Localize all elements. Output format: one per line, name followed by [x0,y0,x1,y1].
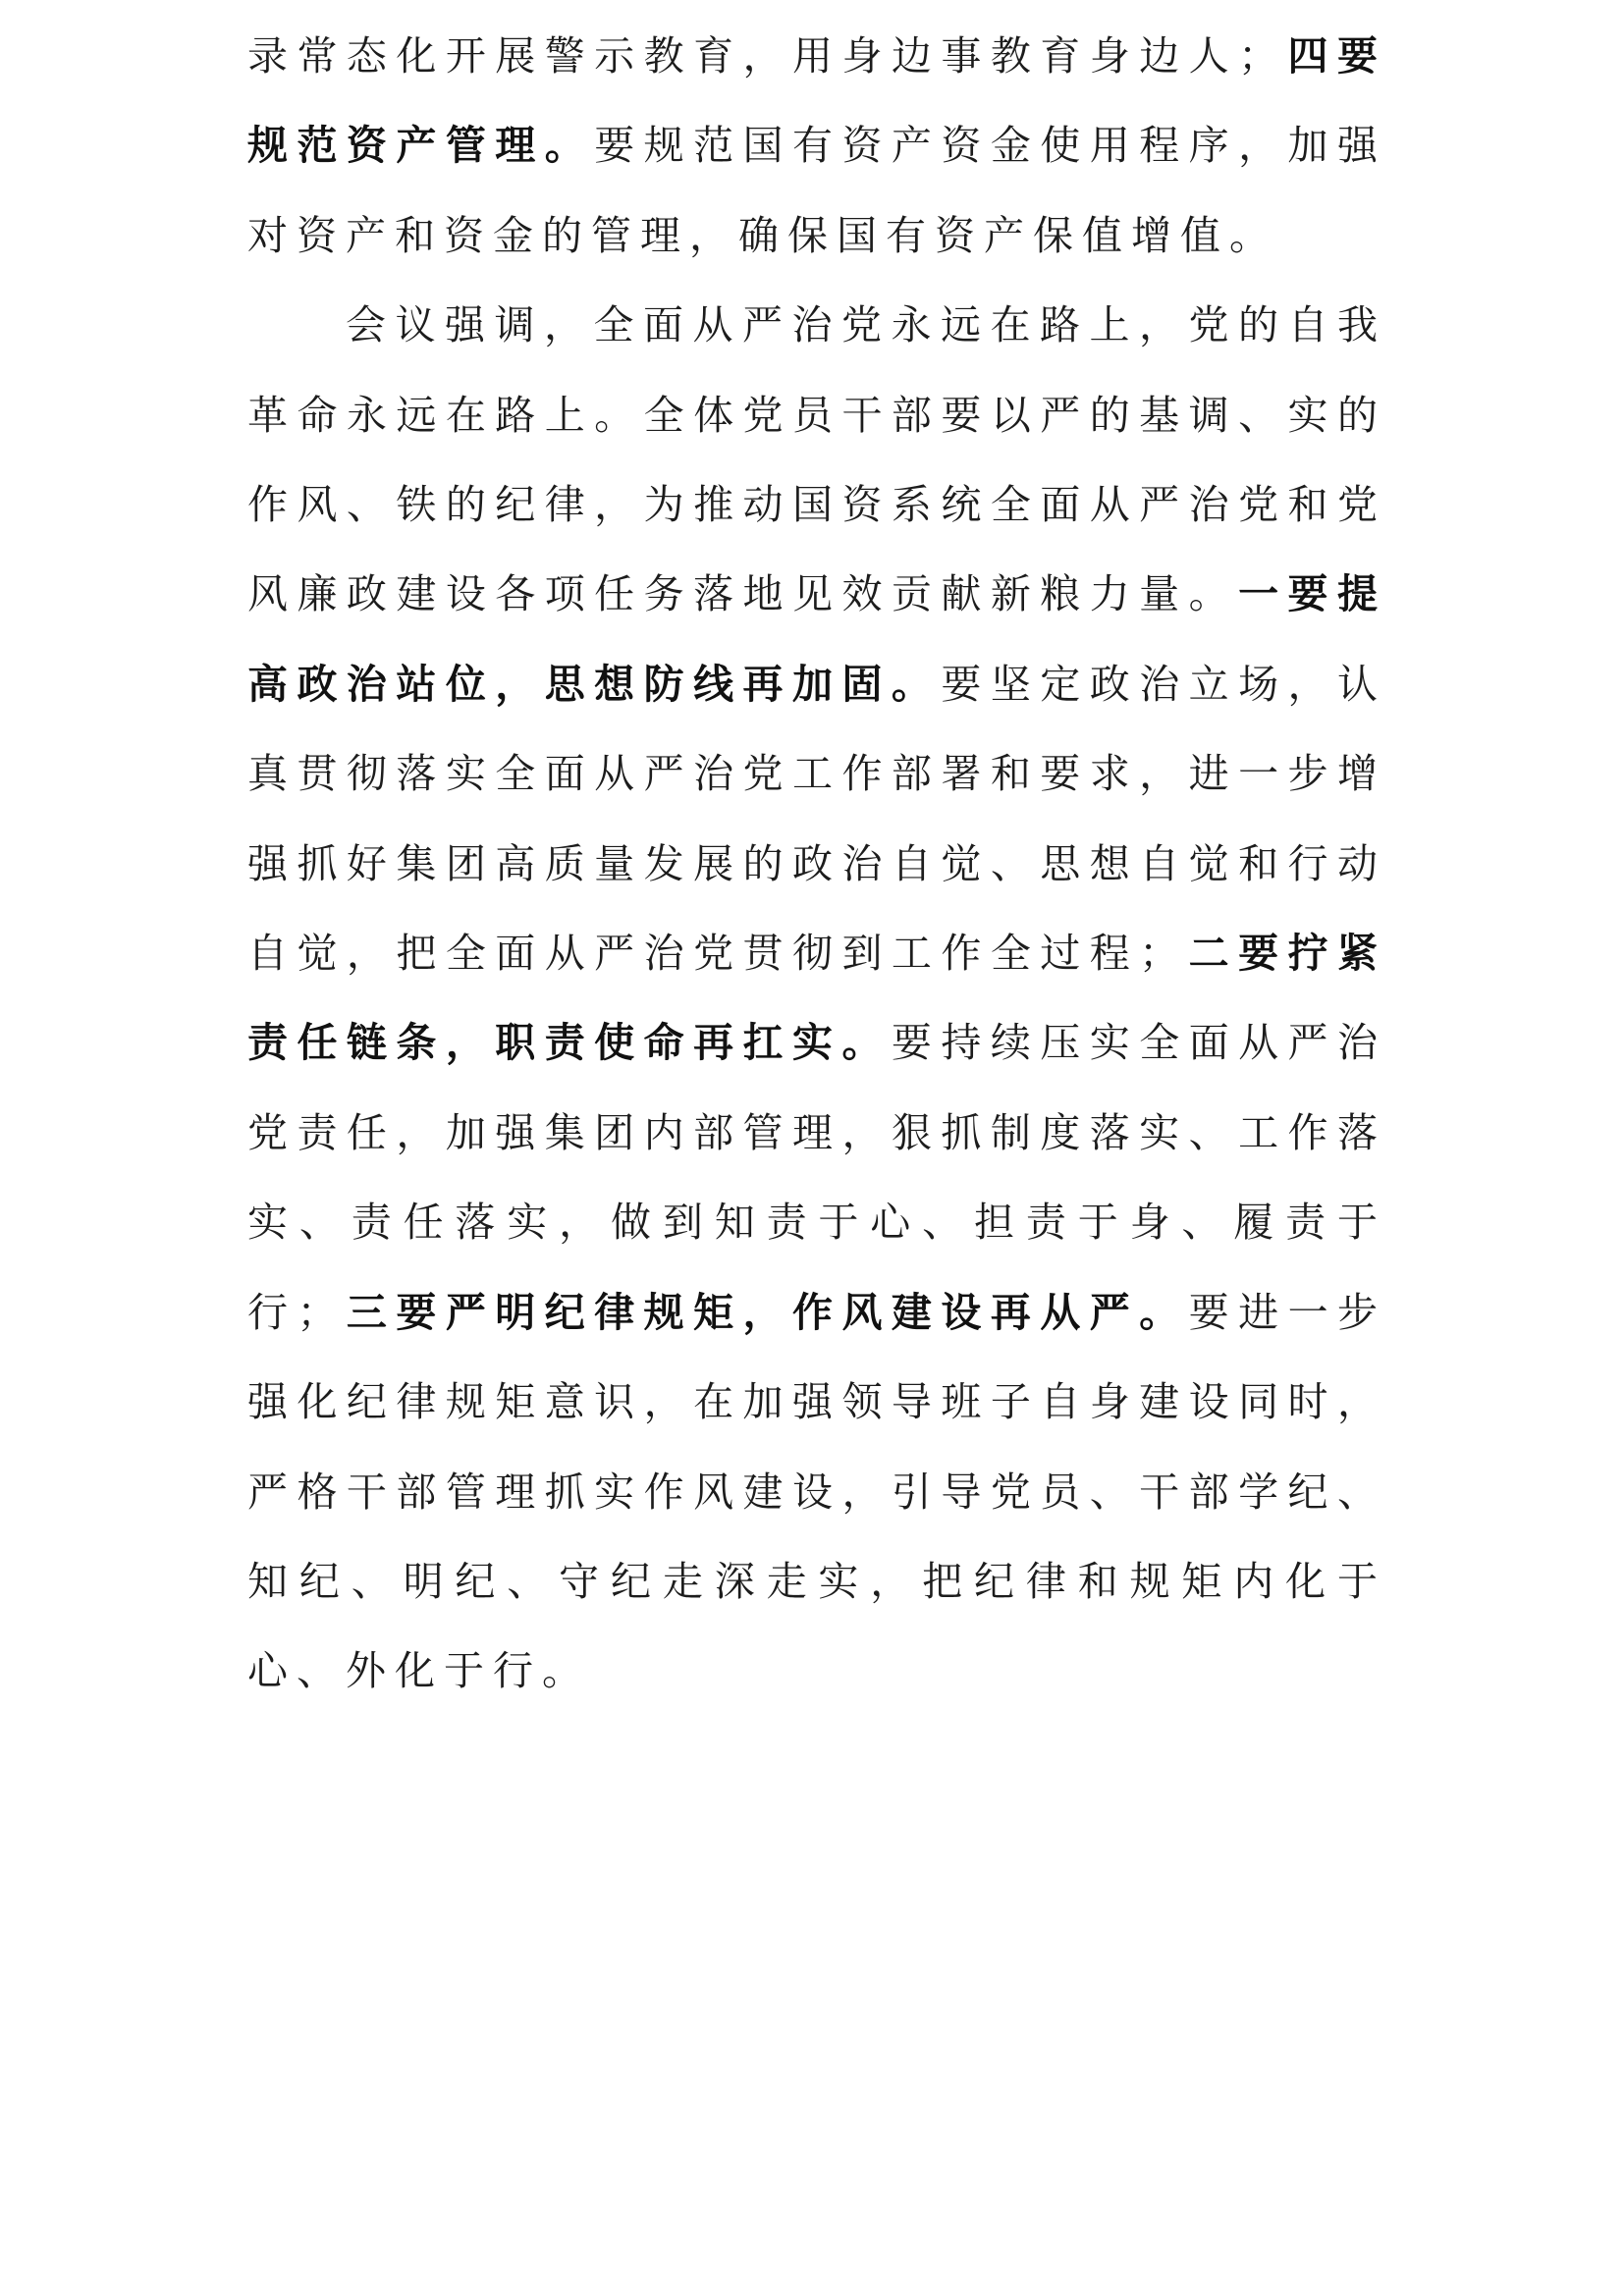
paragraph-2-text-4: 要进一步强化纪律规矩意识，在加强领导班子自身建设同时，严格干部管理抓实作风建设，引导党员、干部学纪、知纪、明纪、守纪走深走实，把纪律和规矩内化于心、外化于行。 [247,1288,1387,1695]
paragraph-2-bold-heading-1: 一要提高政治站位，思想防线再加固。 [247,570,1387,708]
paragraph-1-text-1: 录常态化开展警示教育，用身边事教育身边人； [247,32,1288,80]
paragraph-1 [247,12,1386,281]
paragraph-2-bold-heading-2: 二要拧紧责任链条，职责使命再扛实。 [247,930,1387,1067]
paragraph-1-text-2: 要规范国有资产资金使用程序，加强对资产和资金的管理，确保国有资产保值增值。 [247,122,1387,259]
paragraph-2-text-1: 会议强调，全面从严治党永远在路上，党的自我革命永远在路上。全体党员干部要以严的基调、实的作风、铁的纪律，为推动国资系统全面从严治党和党风廉政建设各项任务落地见效贡献新粮力量。 [247,301,1386,618]
paragraph-2-text-2: 要坚定政治立场，认真贯彻落实全面从严治党工作部署和要求，进一步增强抓好集团高质量发展的政治自觉、思想自觉和行动自觉，把全面从严治党贯彻到工作全过程； [247,660,1387,978]
paragraph-2 [247,281,1386,1717]
paragraph-1-bold-heading-4: 四要规范资产管理。 [247,32,1387,170]
paragraph-2-bold-heading-3: 三要严明纪律规矩，作风建设再从严。 [346,1288,1189,1336]
paragraph-2-text-3: 要持续压实全面从严治党责任，加强集团内部管理，狠抓制度落实、工作落实、责任落实，做到知责于心、担责于身、履责于行； [247,1019,1387,1336]
document-body [247,12,1386,1717]
